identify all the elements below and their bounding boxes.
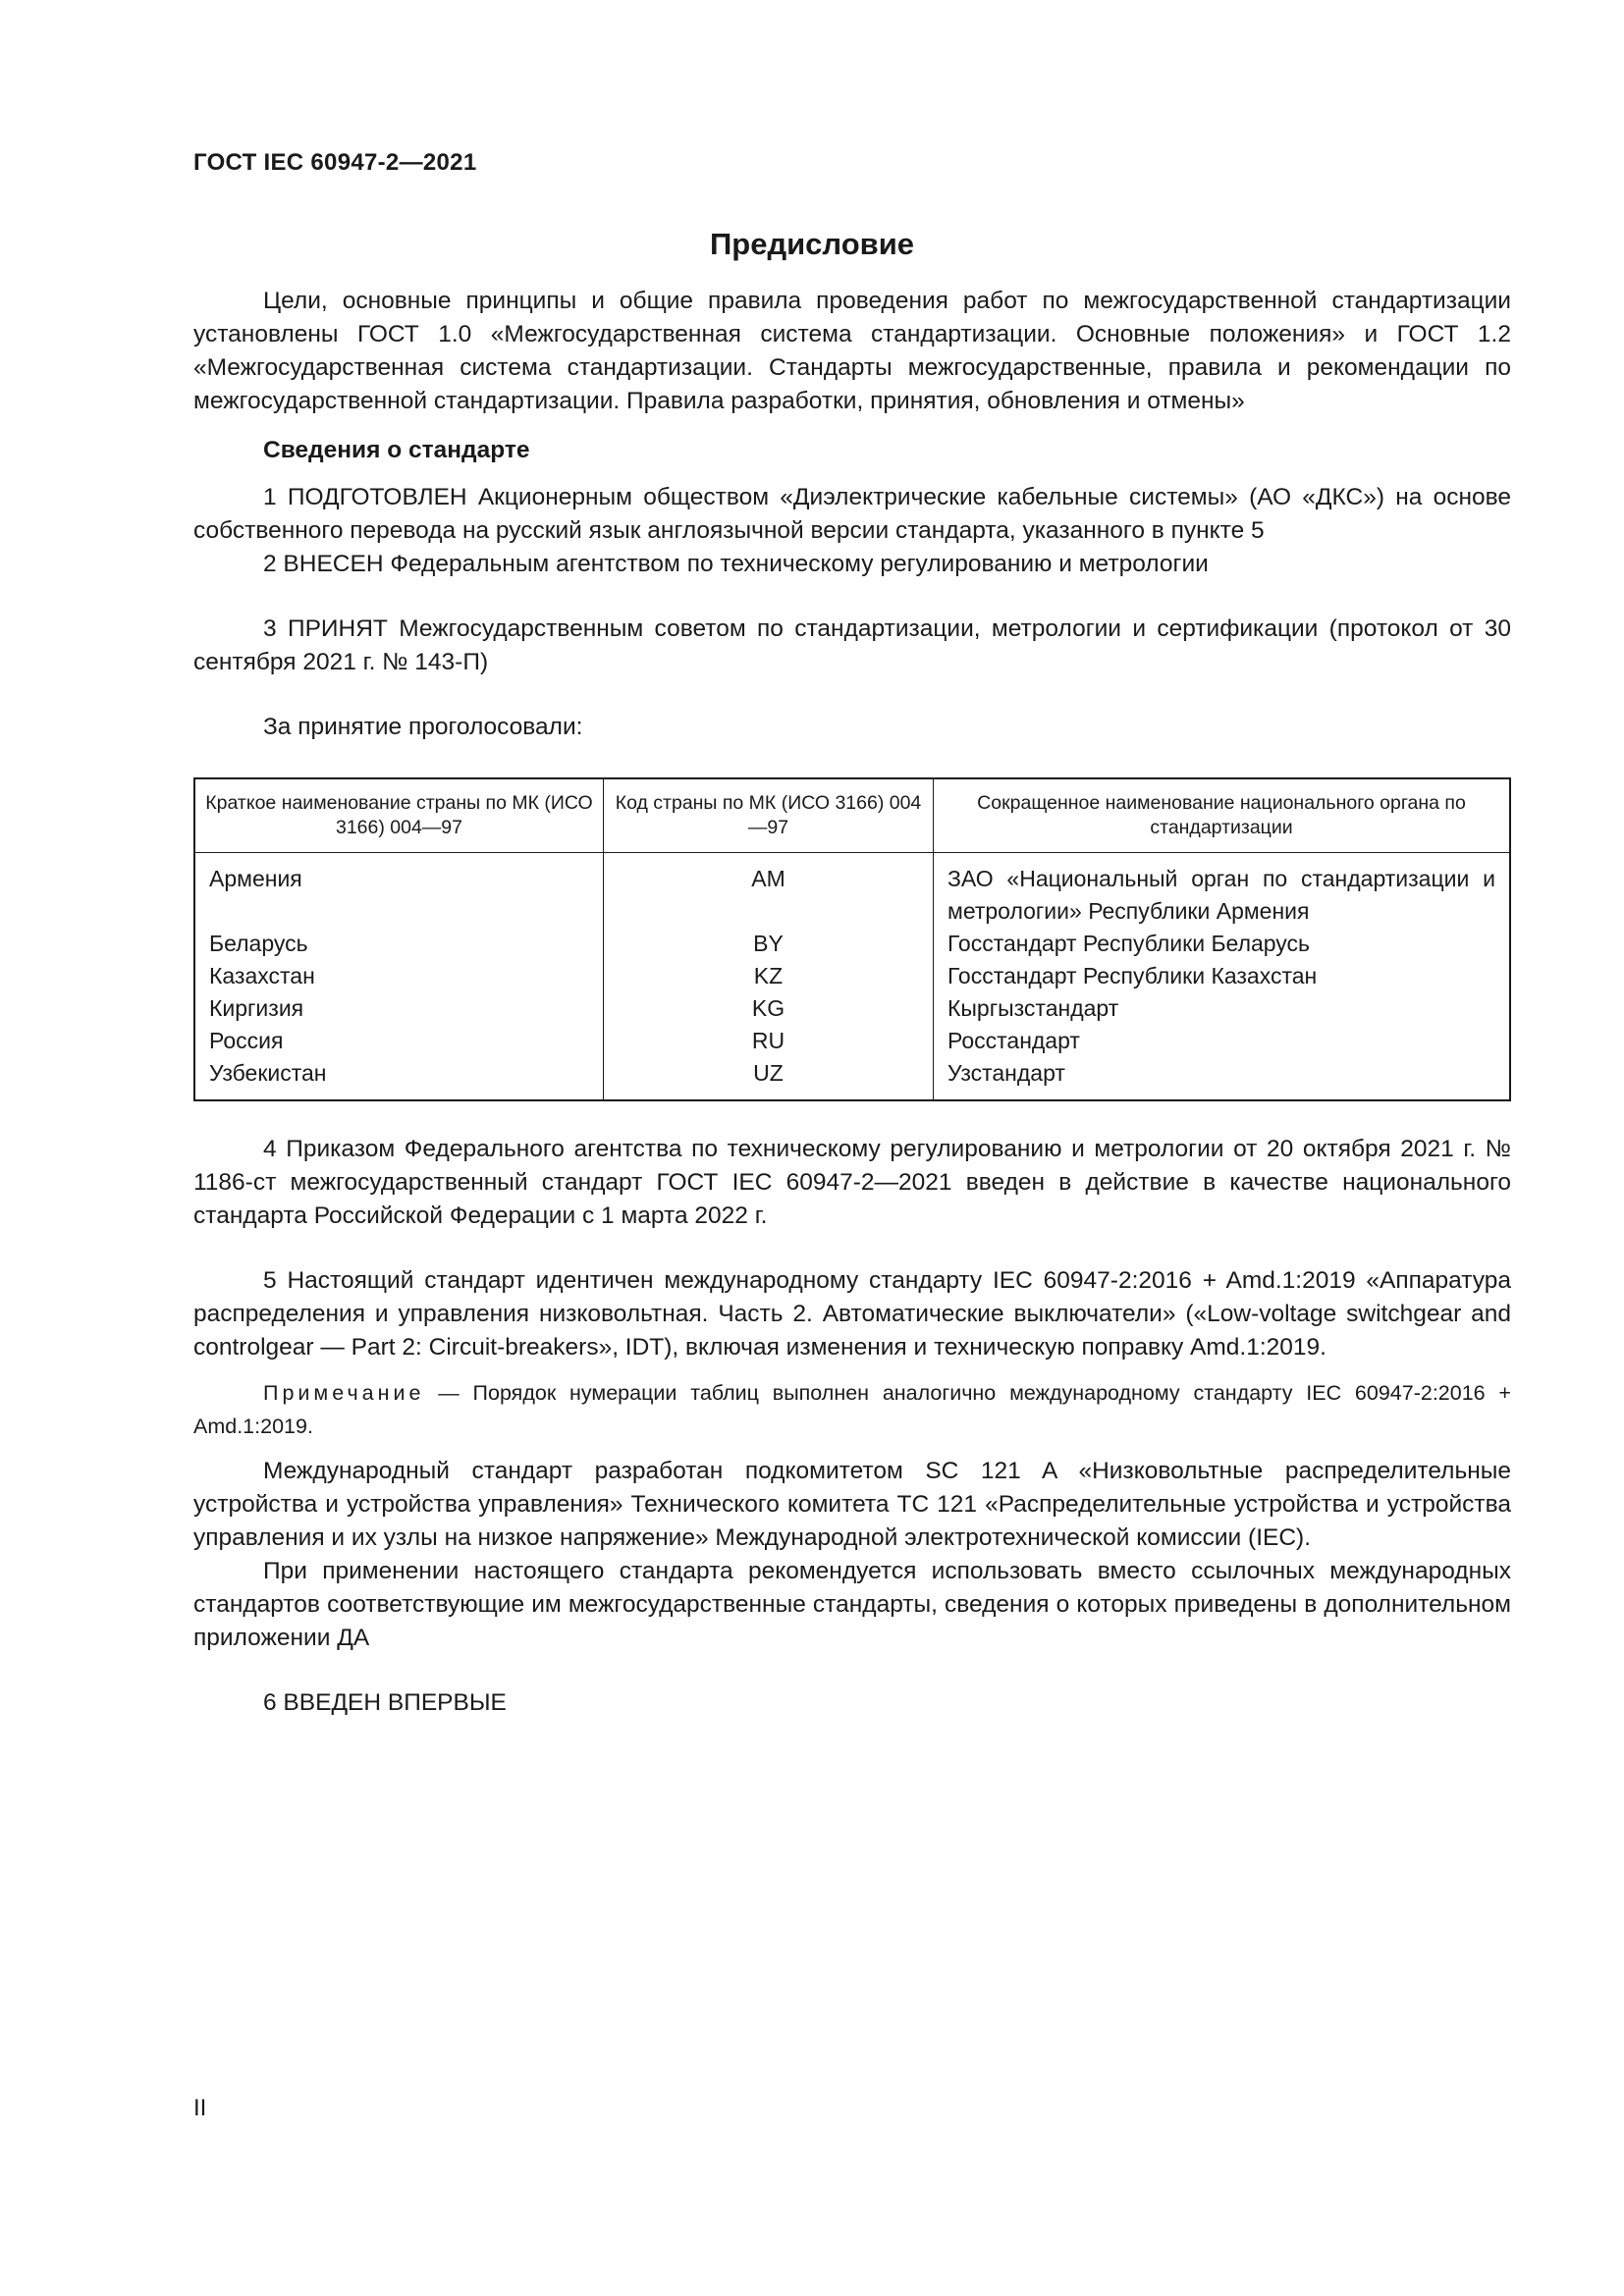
cell-code: BY — [604, 928, 934, 960]
note-label: Примечание — [263, 1381, 425, 1405]
item-introduced: 2 ВНЕСЕН Федеральным агентством по техническому регулированию и метрологии — [263, 551, 1209, 577]
page-title: Предисловие — [709, 227, 914, 261]
cell-authority: Кыргызстандарт — [934, 992, 1511, 1025]
header-code: Код страны по МК (ИСО 3166) 004—97 — [604, 778, 934, 853]
item-order: 4 Приказом Федерального агентства по техническому регулированию и метрологии от 20 октября 2021 г. № 1186-ст межгосударственный стандарт ГОСТ IEC 60947-2—2021 введен в действие в качестве национального стандарта Российской Федерации с 1 марта 2022 г. — [193, 1136, 1511, 1229]
page-number: II — [193, 2095, 207, 2121]
voted-label: За принятие проголосовали: — [263, 714, 583, 740]
cell-country: Киргизия — [209, 995, 304, 1021]
page-content — [193, 285, 1511, 1720]
cell-country: Россия — [209, 1028, 284, 1053]
recommendation-paragraph: При применении настоящего стандарта рекомендуется использовать вместо ссылочных международных стандартов соответствующие им межгосударственные стандарты, сведения о которых приведены в дополнительном приложении ДА — [193, 1558, 1511, 1651]
note-paragraph — [193, 1376, 1511, 1443]
developed-paragraph: Международный стандарт разработан подкомитетом SC 121 A «Низковольтные распределительные устройства и устройства управления» Технического комитета ТС 121 «Распределительные устройства и устройства управления и их узлы на низкое напряжение» Международной электротехнической комиссии (IEC). — [193, 1458, 1511, 1551]
table-row — [194, 928, 1510, 960]
cell-authority: Госстандарт Республики Беларусь — [934, 928, 1511, 960]
cell-code: AM — [604, 853, 934, 929]
section-heading: Сведения о стандарте — [263, 437, 530, 463]
cell-code: KG — [604, 992, 934, 1025]
item-first-time: 6 ВВЕДЕН ВПЕРВЫЕ — [263, 1689, 507, 1716]
document-id-header: ГОСТ IEC 60947-2—2021 — [193, 149, 477, 176]
cell-authority: ЗАО «Национальный орган по стандартизации и метрологии» Республики Армения — [934, 853, 1511, 929]
cell-code: UZ — [604, 1057, 934, 1100]
item-identical: 5 Настоящий стандарт идентичен международному стандарту IEC 60947-2:2016 + Amd.1:2019 «Аппаратура распределения и управления низковольтная. Часть 2. Автоматические выключатели» («Low-voltage switchgear and controlgear — Part 2: Circuit-breakers», IDT), включая изменения и техническую поправку Amd.1:2019. — [193, 1267, 1511, 1361]
table-row — [194, 992, 1510, 1025]
cell-authority: Росстандарт — [934, 1025, 1511, 1057]
table-header-row — [194, 778, 1510, 853]
cell-code: RU — [604, 1025, 934, 1057]
cell-country: Узбекистан — [209, 1060, 327, 1086]
table-row — [194, 1025, 1510, 1057]
header-authority: Сокращенное наименование национального органа по стандартизации — [934, 778, 1511, 853]
note-text: — Порядок нумерации таблиц выполнен аналогично международному стандарту IEC 60947-2:2016 + Amd.1:2019. — [193, 1381, 1511, 1438]
cell-country: Армения — [209, 866, 302, 891]
intro-paragraph: Цели, основные принципы и общие правила проведения работ по межгосударственной стандартизации установлены ГОСТ 1.0 «Межгосударственная система стандартизации. Основные положения» и ГОСТ 1.2 «Межгосударственная система стандартизации. Стандарты межгосударственные, правила и рекомендации по межгосударственной стандартизации. Правила разработки, принятия, обновления и отмены» — [193, 288, 1511, 414]
table-row — [194, 853, 1510, 929]
table-row — [194, 960, 1510, 992]
item-adopted: 3 ПРИНЯТ Межгосударственным советом по стандартизации, метрологии и сертификации (протокол от 30 сентября 2021 г. № 143-П) — [193, 615, 1511, 675]
cell-country: Казахстан — [209, 963, 315, 988]
cell-authority: Узстандарт — [934, 1057, 1511, 1100]
voters-table — [193, 777, 1511, 1101]
cell-authority: Госстандарт Республики Казахстан — [934, 960, 1511, 992]
cell-country: Беларусь — [209, 931, 308, 956]
header-country: Краткое наименование страны по МК (ИСО 3166) 004—97 — [194, 778, 604, 853]
cell-code: KZ — [604, 960, 934, 992]
table-row — [194, 1057, 1510, 1100]
item-prepared: 1 ПОДГОТОВЛЕН Акционерным обществом «Диэлектрические кабельные системы» (АО «ДКС») на основе собственного перевода на русский язык англоязычной версии стандарта, указанного в пункте 5 — [193, 484, 1511, 544]
